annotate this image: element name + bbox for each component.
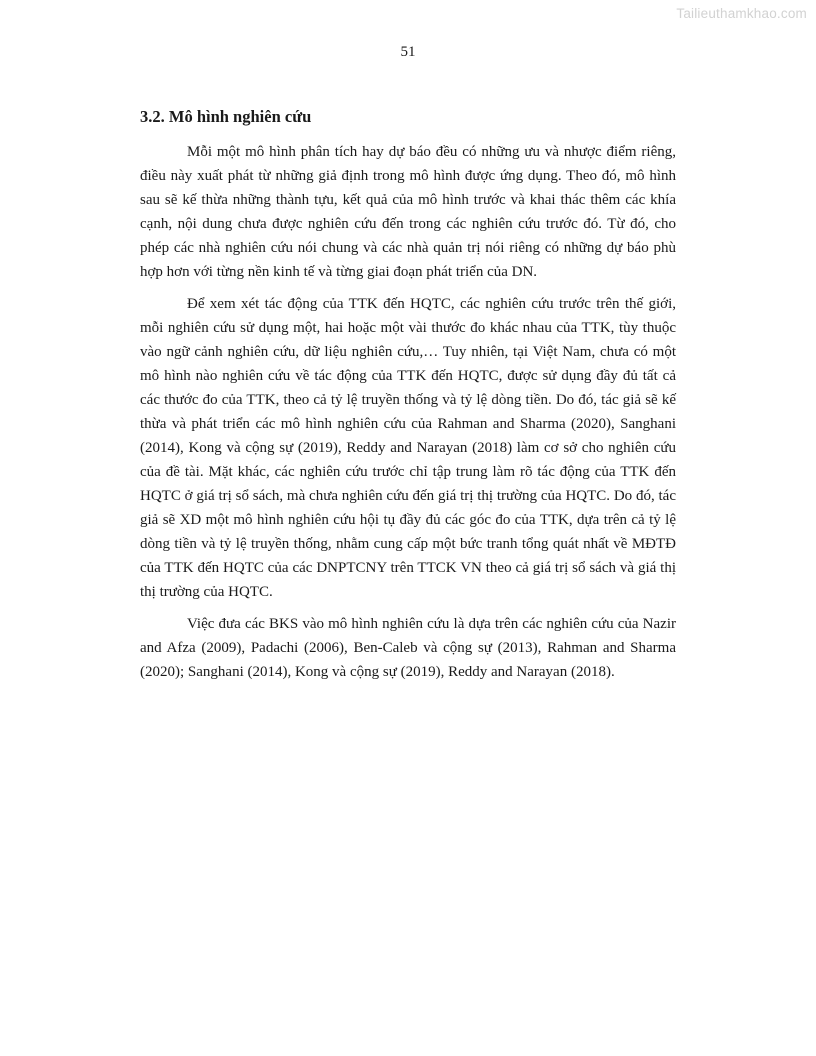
watermark-text: Tailieuthamkhao.com [676,6,807,21]
section-title: 3.2. Mô hình nghiên cứu [140,107,312,126]
body-paragraph: Mỗi một mô hình phân tích hay dự báo đều có những ưu và nhược điểm riêng, điều này xuất phát từ những giả định trong mô hình được ứng dụng. Theo đó, mô hình sau sẽ kế thừa những thành tựu, kết quả của mô hình trước và khai thác thêm các khía cạnh, nội dung chưa được nghiên cứu đến trong các nghiên cứu trước đó. Từ đó, cho phép các nhà nghiên cứu nói chung và các nhà quản trị nói riêng có những dự báo phù hợp hơn với từng nền kinh tế và từng giai đoạn phát triển của DN. [140,144,676,280]
body-paragraph: Việc đưa các BKS vào mô hình nghiên cứu là dựa trên các nghiên cứu của Nazir and Afza (2009), Padachi (2006), Ben-Caleb và cộng sự (2013), Rahman and Sharma (2020); Sanghani (2014), Kong và cộng sự (2019), Reddy and Narayan (2018). [140,616,676,680]
page-number: 51 [400,44,416,60]
body-paragraph: Để xem xét tác động của TTK đến HQTC, các nghiên cứu trước trên thế giới, mỗi nghiên cứu sử dụng một, hai hoặc một vài thước đo khác nhau của TTK, tùy thuộc vào ngữ cảnh nghiên cứu, dữ liệu nghiên cứu,… Tuy nhiên, tại Việt Nam, chưa có một mô hình nào nghiên cứu về tác động của TTK đến HQTC, được sử dụng đầy đủ tất cả các thước đo của TTK, theo cả tỷ lệ truyền thống và tỷ lệ dòng tiền. Do đó, tác giả sẽ kế thừa và phát triển các mô hình nghiên cứu của Rahman and Sharma (2020), Sanghani (2014), Kong và cộng sự (2019), Reddy and Narayan (2018) làm cơ sở cho nghiên cứu của đề tài. Mặt khác, các nghiên cứu trước chỉ tập trung làm rõ tác động của TTK đến HQTC ở giá trị sổ sách, mà chưa nghiên cứu đến giá trị thị trường của HQTC. Do đó, tác giả sẽ XD một mô hình nghiên cứu hội tụ đầy đủ các góc đo của TTK, dựa trên cả tỷ lệ dòng tiền và tỷ lệ truyền thống, nhằm cung cấp một bức tranh tổng quát nhất về MĐTĐ của TTK đến HQTC của các DNPTCNY trên TTCK VN theo cả giá trị sổ sách và giá thị thị trường của HQTC. [140,296,676,600]
page-body [140,105,676,692]
